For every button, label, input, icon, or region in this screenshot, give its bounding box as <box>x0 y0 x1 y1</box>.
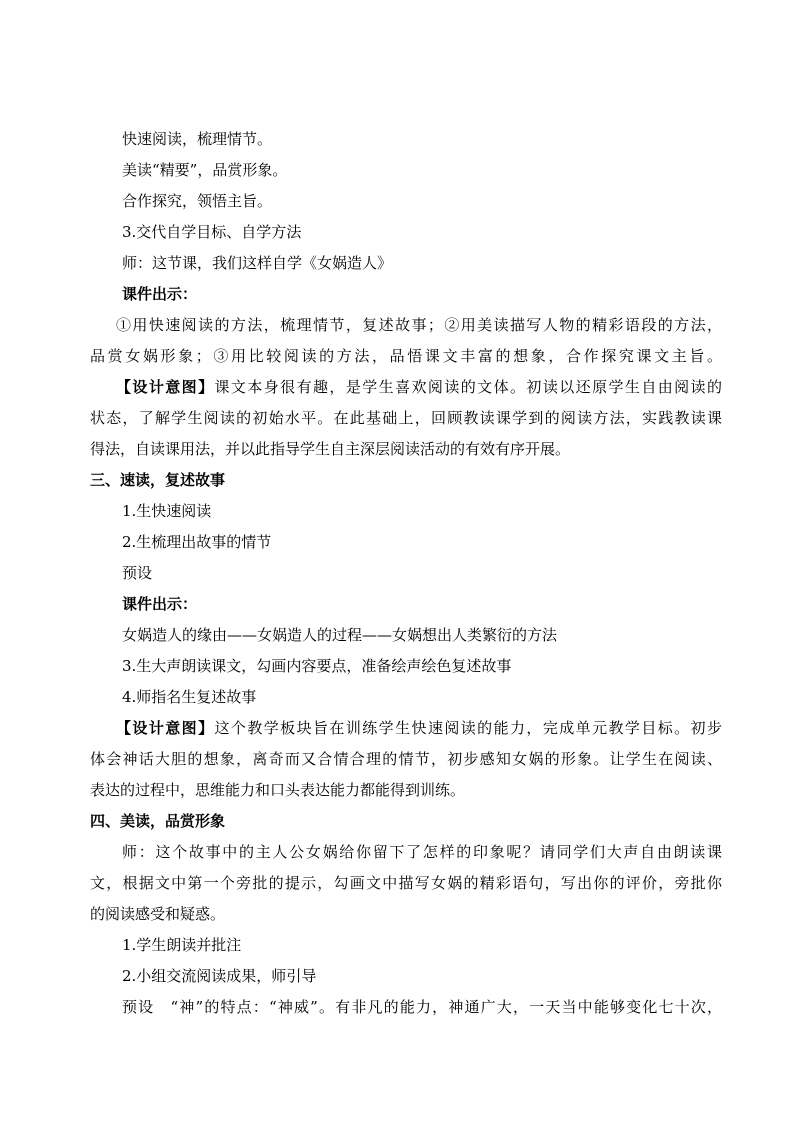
text-line: 品赏女娲形象；③用比较阅读的方法，品悟课文丰富的想象，合作探究课文主旨。 <box>90 347 722 365</box>
design-intent-tag: 【设计意图】 <box>116 719 215 737</box>
section-heading-4: 四、美读，品赏形象 <box>90 812 226 830</box>
text-line: 状态，了解学生阅读的初始水平。在此基础上，回顾教读课学到的阅读方法，实践教读课 <box>90 409 722 427</box>
text-line: ①用快速阅读的方法，梳理情节，复述故事；②用美读描写人物的精彩语段的方法， <box>116 316 722 334</box>
text-line: 师：这节课，我们这样自学《女娲造人》 <box>122 254 393 272</box>
document-page <box>90 124 722 1023</box>
text-line: 3.生大声朗读课文，勾画内容要点，准备绘声绘色复述故事 <box>122 657 512 675</box>
text-line: 预设 <box>122 564 153 582</box>
text-line: 预设 “神”的特点：“神威”。有非凡的能力，神通广大，一天当中能够变化七十次， <box>122 998 722 1016</box>
design-intent-line <box>90 372 722 403</box>
text-line: 合作探究，领悟主旨。 <box>122 192 273 210</box>
text-span: 课文本身很有趣，是学生喜欢阅读的文体。初读以还原学生自由阅读的 <box>214 378 722 396</box>
text-line: 师：这个故事中的主人公女娲给你留下了怎样的印象呢？请同学们大声自由朗读课 <box>122 843 722 861</box>
text-line: 3.交代自学目标、自学方法 <box>122 223 302 241</box>
text-line: 2.生梳理出故事的情节 <box>122 533 272 551</box>
text-line: 表达的过程中，思维能力和口头表达能力都能得到训练。 <box>90 781 466 799</box>
text-line: 1.生快速阅读 <box>122 502 212 520</box>
text-line: 体会神话大胆的想象，离奇而又合情合理的情节，初步感知女娲的形象。让学生在阅读、 <box>90 750 722 768</box>
subheading: 课件出示： <box>122 595 198 613</box>
section-heading-3: 三、速读，复述故事 <box>90 471 226 489</box>
text-line: 2.小组交流阅读成果，师引导 <box>122 967 317 985</box>
text-line: 美读“精要”，品赏形象。 <box>122 161 288 179</box>
design-intent-line <box>90 713 722 744</box>
text-line: 文，根据文中第一个旁批的提示，勾画文中描写女娲的精彩语句，写出你的评价，旁批你 <box>90 874 722 892</box>
text-span: 这个教学板块旨在训练学生快速阅读的能力，完成单元教学目标。初步 <box>214 719 722 737</box>
text-line: 的阅读感受和疑惑。 <box>90 905 226 923</box>
text-line: 4.师指名生复述故事 <box>122 688 257 706</box>
subheading: 课件出示： <box>122 285 198 303</box>
text-line: 得法，自读课用法，并以此指导学生自主深层阅读活动的有效有序开展。 <box>90 440 571 458</box>
design-intent-tag: 【设计意图】 <box>116 378 215 396</box>
text-line: 1.学生朗读并批注 <box>122 936 242 954</box>
text-line: 快速阅读，梳理情节。 <box>122 130 273 148</box>
text-line: 女娲造人的缘由——女娲造人的过程——女娲想出人类繁衍的方法 <box>122 626 558 644</box>
